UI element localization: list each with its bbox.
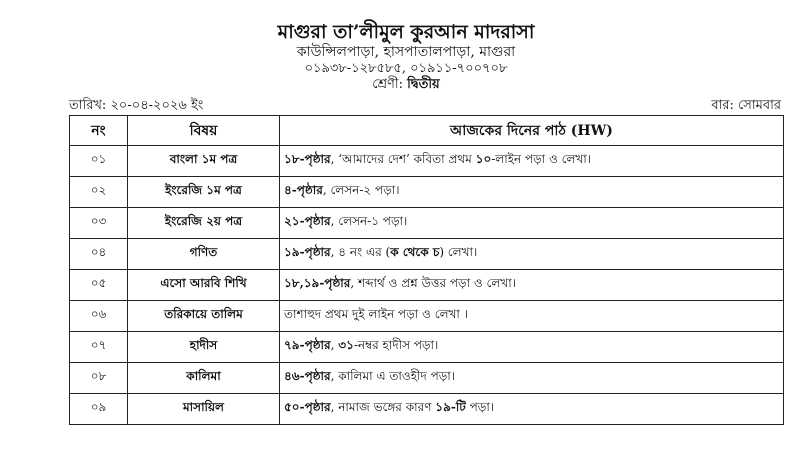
row-number: ০১ [70,146,128,177]
row-subject: ইংরেজি ১ম পত্র [128,177,280,208]
row-homework [280,146,784,177]
homework-text: -লাইন পড়া ও লেখা। [491,152,592,166]
homework-text: , শব্দার্থ ও প্রশ্ন উত্তর পড়া ও লেখা। [350,276,517,290]
homework-emphasis: ৩১ [338,338,354,352]
homework-emphasis: ১০ [475,152,492,166]
row-subject: ইংরেজি ২য় পত্র [128,208,280,239]
table-row [70,363,784,394]
homework-text: , কালিমা এ তাওহীদ পড়া। [330,369,456,383]
homework-emphasis: ৫০-পৃষ্ঠার [284,400,331,414]
date-text: তারিখ: ২০-০৪-২০২৬ ইং [69,98,204,113]
homework-emphasis: ১৮-পৃষ্ঠার [284,152,331,166]
homework-table [69,115,784,425]
column-header-homework: আজকের দিনের পাঠ (HW) [280,116,784,146]
row-subject: কালিমা [128,363,280,394]
homework-emphasis: ২১-পৃষ্ঠার [284,214,331,228]
homework-emphasis: ক থেকে চ [390,245,440,259]
row-subject: গণিত [128,239,280,270]
class-label: শ্রেণী: [372,77,403,92]
class-line [20,77,792,92]
homework-emphasis: ৪৬-পৃষ্ঠার [284,369,331,383]
column-header-number: নং [70,116,128,146]
row-number: ০৭ [70,332,128,363]
homework-text: , ‘আমাদের দেশ’ কবিতা প্রথম [330,152,476,166]
homework-text: ) লেখা। [439,245,478,259]
table-row [70,394,784,425]
row-homework [280,177,784,208]
document-header [0,20,792,92]
homework-text: পড়া। [465,400,495,414]
table-row [70,208,784,239]
homework-text: তাশাহুদ প্রথম দুই লাইন পড়া ও লেখা । [284,307,468,321]
row-number: ০৫ [70,270,128,301]
table-row [70,239,784,270]
table-header-row [70,116,784,146]
row-homework [280,332,784,363]
homework-emphasis: ৪-পৃষ্ঠার [284,183,323,197]
row-number: ০৬ [70,301,128,332]
row-number: ০৮ [70,363,128,394]
row-homework [280,208,784,239]
homework-emphasis: ৭৯-পৃষ্ঠার [284,338,331,352]
homework-text: , [330,338,339,352]
row-number: ০৩ [70,208,128,239]
row-number: ০২ [70,177,128,208]
row-homework [280,394,784,425]
table-row [70,177,784,208]
homework-text: , লেসন-২ পড়া। [322,183,400,197]
homework-emphasis: ১৯-টি [435,400,466,414]
table-row [70,146,784,177]
madrasa-title: মাগুরা তা’লীমুল কুরআন মাদরাসা [277,21,535,43]
row-homework [280,363,784,394]
homework-text: , ৪ নং এর ( [330,245,391,259]
row-number: ০৯ [70,394,128,425]
row-homework [280,301,784,332]
day-text: বার: সোমবার [711,98,781,113]
table-row [70,270,784,301]
homework-emphasis: ১৮,১৯-পৃষ্ঠার [284,276,351,290]
row-subject: তরিকায়ে তালিম [128,301,280,332]
row-subject: হাদীস [128,332,280,363]
homework-text: , লেসন-১ পড়া। [330,214,408,228]
row-number: ০৪ [70,239,128,270]
row-homework [280,270,784,301]
class-value: দ্বিতীয় [407,77,440,92]
row-homework [280,239,784,270]
homework-text: , নামাজ ভঙ্গের কারণ [330,400,436,414]
table-row [70,332,784,363]
row-subject: এসো আরবি শিখি [128,270,280,301]
column-header-subject: বিষয় [128,116,280,146]
table-row [70,301,784,332]
homework-text: -নম্বর হাদীস পড়া। [353,338,439,352]
row-subject: মাসায়িল [128,394,280,425]
phone-numbers: ০১৯৩৮-১২৮৫৮৫, ০১৯১১-৭০০৭০৮ [304,61,508,76]
madrasa-address: কাউন্সিলপাড়া, হাসপাতালপাড়া, মাগুরা [296,44,516,60]
homework-emphasis: ১৯-পৃষ্ঠার [284,245,331,259]
row-subject: বাংলা ১ম পত্র [128,146,280,177]
